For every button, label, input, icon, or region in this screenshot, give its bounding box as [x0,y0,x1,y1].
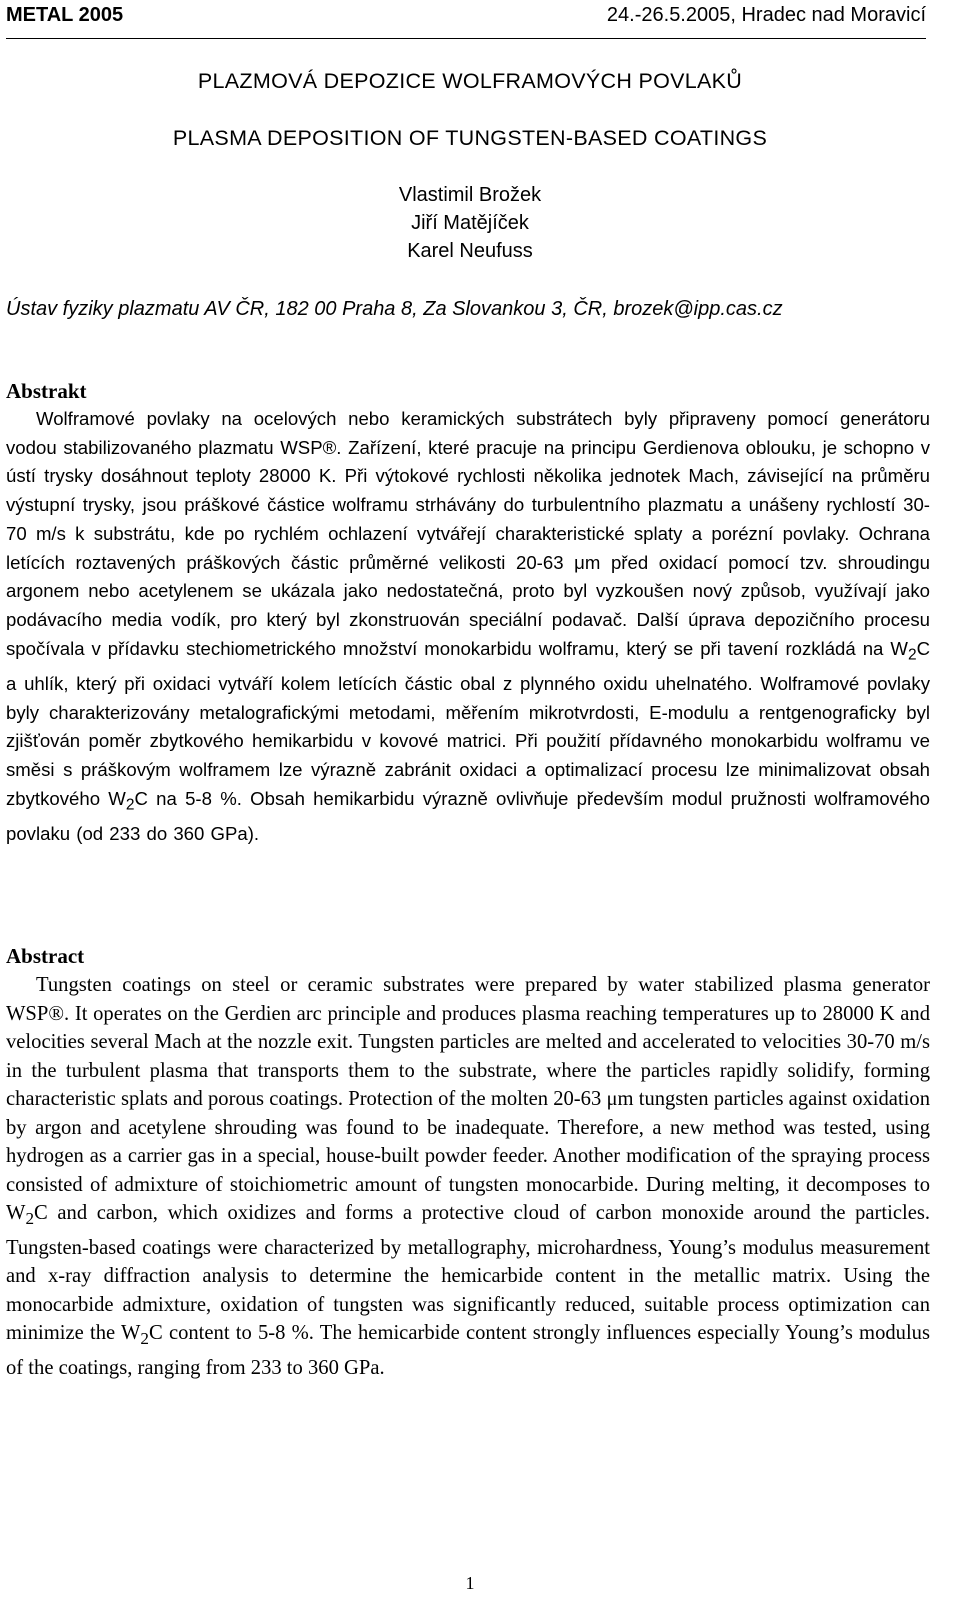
running-header [6,4,926,39]
subscript: 2 [125,796,135,814]
author-name: Karel Neufuss [407,240,533,262]
title-czech: PLAZMOVÁ DEPOZICE WOLFRAMOVÝCH POVLAKŮ [197,69,743,93]
title-english: PLASMA DEPOSITION OF TUNGSTEN-BASED COATINGS [172,126,768,150]
abstract-en-body [6,971,930,1382]
author-list [0,181,940,265]
abstract-en-text-part: C content to 5-8 %. The hemicarbide content strongly influences especially Young’s modulus of the coatings, ranging from 233 to 360 GPa. [6,1322,930,1379]
abstract-cz-heading: Abstrakt [6,379,87,403]
conference-name: METAL 2005 [6,4,124,26]
abstract-en-heading: Abstract [6,944,85,968]
abstract-cz-text-part: C na 5-8 %. Obsah hemikarbidu výrazně ovlivňuje především modul pružnosti wolframového povlaku (od 233 do 360 GPa). [6,787,931,845]
abstract-cz-text-part: C a uhlík, který při oxidaci vytváří kolem letících částic obal z plynného oxidu uhelnatého. Wolframové povlaky byly charakterizovány metalografickými metodami, měřením mikrotvrdosti, E-modulu a rentgenograficky byl zjišťován poměr zbytkového hemikarbidu v kovové matrici. Při použití přídavného monokarbidu wolframu ve směsi s práškovým wolframem lze výrazně zabránit oxidaci a optimalizací procesu lze minimalizovat obsah zbytkového W [6,637,930,809]
abstract-cz-text-part: Wolframové povlaky na ocelových nebo keramických substrátech byly připraveny pomocí generátoru vodou stabilizovaného plazmatu WSP®. Zařízení, které pracuje na principu Gerdienova oblouku, je schopno v ústí trysky dosáhnout teploty 28000 K. Při výtokové rychlosti několika jednotek Mach, závisející na průměru výstupní trysky, jsou práškové částice wolframu strhávány do turbulentního plazmatu a unášeny rychlostí 30-70 m/s k substrátu, kde po rychlém ochlazení vytvářejí charakteristické splaty a porézní povlaky. Ochrana letících roztavených práškových částic průměrné velikosti 20-63 μm před oxidací pomocí tzv. shroudingu argonem nebo acetylenem se ukázala jako nedostatečná, proto byl vyzkoušen nový způsob, využívají jako podávacího media vodík, pro který byl zkonstruován speciální podavač. Další úprava depozičního procesu spočívala v přídavku stechiometrického množství monokarbidu wolframu, který se při tavení rozkládá na W [6,408,930,659]
author-name: Vlastimil Brožek [398,184,542,206]
subscript: 2 [140,1329,149,1349]
page-number: 1 [465,1573,475,1593]
subscript: 2 [25,1209,35,1229]
subscript: 2 [907,646,917,664]
conference-date-place: 24.-26.5.2005, Hradec nad Moravicí [606,4,926,26]
abstract-cz-body [6,405,930,849]
abstract-en-text-part: C and carbon, which oxidizes and forms a protective cloud of carbon monoxide around the particles. Tungsten-based coatings were characterized by metallography, microhardness, Young’s modulus measurement and x-ray diffraction analysis to determine the hemicarbide content in the metallic matrix. Using the monocarbide admixture, oxidation of tungsten was significantly reduced, suitable process optimization can minimize the W [6,1202,930,1345]
affiliation: Ústav fyziky plazmatu AV ČR, 182 00 Praha 8, Za Slovankou 3, ČR, brozek@ipp.cas.cz [6,298,783,320]
author-name: Jiří Matějíček [411,212,529,234]
abstract-en-text-part: Tungsten coatings on steel or ceramic substrates were prepared by water stabilized plasma generator WSP®. It operates on the Gerdien arc principle and produces plasma reaching temperatures up to 28000 K and velocities several Mach at the nozzle exit. Tungsten particles are melted and accelerated to velocities 30-70 m/s in the turbulent plasma that transports them to the substrate, where the particles rapidly solidify, forming characteristic splats and porous coatings. Protection of the molten 20-63 μm tungsten particles against oxidation by argon and acetylene shrouding was found to be inadequate. Therefore, a new method was tested, using hydrogen as a carrier gas in a special, house-built powder feeder. Another modification of the spraying process consisted of admixture of stoichiometric amount of tungsten monocarbide. During melting, it decomposes to W [6,974,930,1224]
